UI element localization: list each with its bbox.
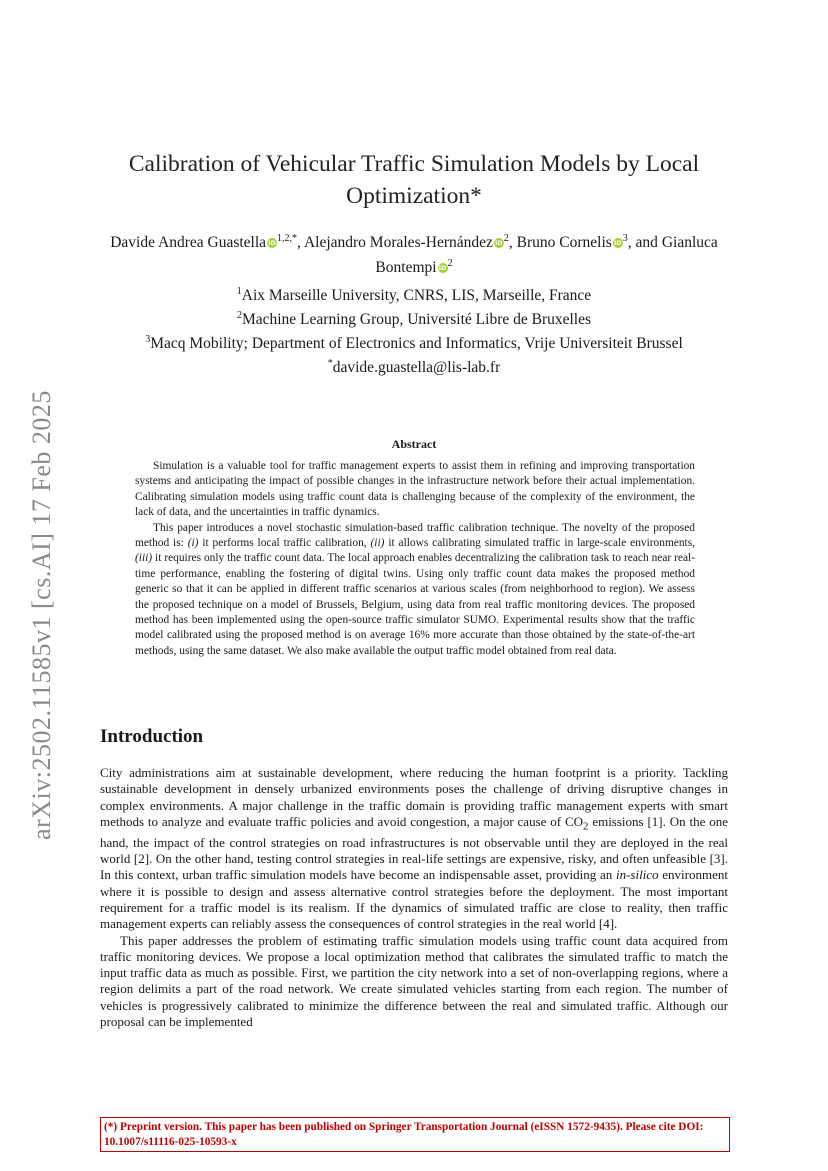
affiliation-2: $^2$Machine Learning Group, Université Libre de Bruxelles <box>236 310 592 329</box>
orcid-icon[interactable]: iD <box>495 239 503 248</box>
body-paragraph: This paper addresses the problem of estimating traffic simulation models using traffic count data acquired from traffic monitoring devices. We propose a local optimization method that calibrates the simulated traffic to match the input traffic data as much as possible. First, we partition the city network into a set of non-overlapping regions, where a region delimits a part of the road network. We create simulated vehicles starting from each region. The number of vehicles is progressively calibrated to minimize the difference between the real and simulated traffic. Although our proposal can be implemented <box>100 932 728 1030</box>
abstract-paragraph: Simulation is a valuable tool for traffic management experts to assist them in refining and improving transportation systems and anticipating the impact of possible changes in the infrastructure network before their actual implementation. Calibrating simulation models using traffic count data is challenging because of the complexity of the environment, the lack of data, and the uncertainties in traffic dynamics. <box>135 460 695 519</box>
affiliation-1: $^1$Aix Marseille University, CNRS, LIS, Marseille, France <box>236 286 592 305</box>
author-list <box>96 228 732 278</box>
affiliation-3: $^3$Macq Mobility; Department of Electronics and Informatics, Vrije Universiteit Brussel <box>145 334 683 353</box>
author-name: Alejandro Morales-Hernández <box>303 234 493 252</box>
affiliations <box>96 282 732 379</box>
author-name: Davide Andrea Guastella <box>110 234 267 252</box>
paper-title: Calibration of Vehicular Traffic Simulation Models by Local Optimization* <box>128 151 700 209</box>
abstract-heading: Abstract <box>391 437 437 451</box>
author-sep: , <box>297 234 301 252</box>
orcid-icon[interactable]: iD <box>438 264 447 273</box>
author-affil-sup: 1,2,* <box>277 233 298 244</box>
abstract-body <box>135 459 695 659</box>
arxiv-stamp-text: arXiv:2502.11585v1 [cs.AI] 17 Feb 2025 <box>27 390 56 840</box>
body-paragraph: City administrations aim at sustainable development, where reducing the human footprint is a priority. Tackling sustainable development in densely urbanized environments poses the challenge of driving disruptive changes in complex environments. A major challenge in the traffic domain is providing traffic management experts with smart methods to analyze and evaluate traffic policies and avoid congestion, a major cause of $CO_2$ emissions [1]. On the one hand, the impact of the control strategies on road infrastructures is not observable until they are deployed in the real world [2]. On the other hand, testing control strategies in real-life settings are expensive, risky, and often unfeasible [3]. In this context, urban traffic simulation models have become an indispensable asset, providing an in-silico environment where it is possible to design and assess alternative control strategies before the deployment. The most important requirement for a traffic model is its realism. If the dynamics of simulated traffic are close to reality, then traffic management experts can reliably assess the consequences of control strategies in the real world [4]. <box>100 765 728 932</box>
introduction-body <box>100 765 728 1030</box>
author-and: , and <box>627 234 658 252</box>
author-affil-sup: 2 <box>503 233 509 244</box>
author-affil-sup: 2 <box>447 258 453 270</box>
orcid-icon[interactable]: iD <box>613 239 622 248</box>
arxiv-identifier-stamp <box>22 370 62 860</box>
abstract-paragraph: This paper introduces a novel stochastic simulation-based traffic calibration technique. The novelty of the proposed method is: (i) it performs local traffic calibration, (ii) it allows calibrating simulated traffic in large-scale environments, (iii) it requires only the traffic count data. The local approach enables decentralizing the calibration task to reach near real-time performance, enabling the fostering of digital twins. Using only traffic count data makes the proposed method generic so that it can be applied in different traffic scenarios at various scales (from neighborhood to region). We assess the proposed technique on a model of Brussels, Belgium, using data from real traffic monitoring devices. The proposed method has been implemented using the open-source traffic simulator SUMO. Experimental results show that the traffic model calibrated using the proposed method is on average 16% more accurate than those obtained by the state-of-the-art methods, using the same dataset. We also make available the output traffic model obtained from real data. <box>135 521 695 657</box>
author-sep: , <box>508 234 513 252</box>
author-name: Gianluca Bontempi <box>375 234 718 277</box>
preprint-footnote: (*) Preprint version. This paper has been published on Springer Transportation Journal (eISSN 1572-9435). Please cite DOI: 10.1007/s11116-025-10593-x <box>100 1117 730 1152</box>
author-name: Bruno Cornelis <box>516 234 612 252</box>
contact-email[interactable]: *davide.guastella@lis-lab.fr <box>327 358 501 377</box>
section-heading: Introduction <box>100 726 204 747</box>
author-affil-sup: 3 <box>622 233 628 244</box>
orcid-icon[interactable]: iD <box>268 239 276 248</box>
